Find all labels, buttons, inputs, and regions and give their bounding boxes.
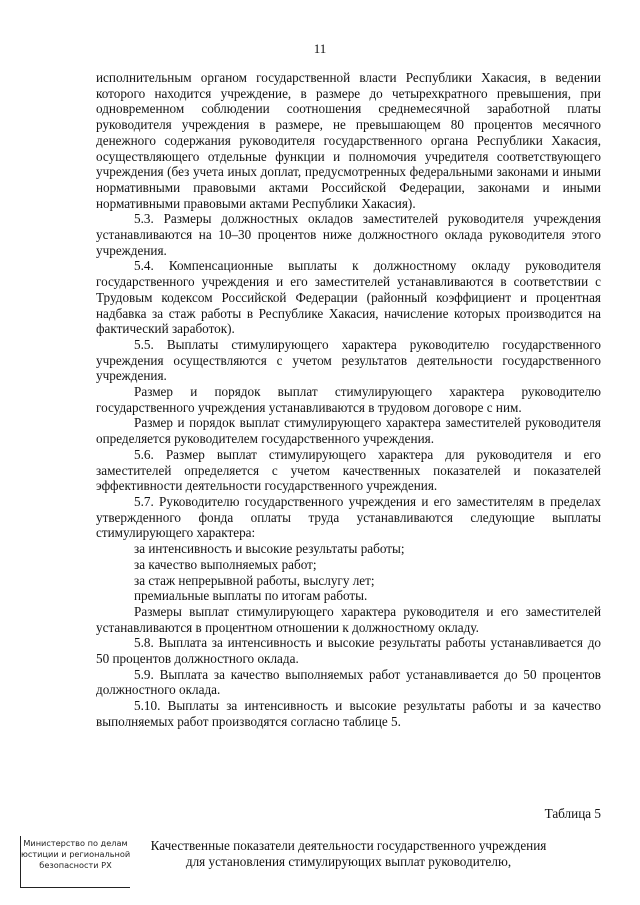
paragraph-5-9: 5.9. Выплата за качество выполняемых работ устанавливается до 50 процентов должностного оклада. <box>96 666 601 698</box>
body-text <box>96 70 601 730</box>
paragraph-5-5-size-head: Размер и порядок выплат стимулирующего характера руководителю государственного учреждения устанавливаются в трудовом договоре с ним. <box>96 384 601 415</box>
paragraph-5-4: 5.4. Компенсационные выплаты к должностному окладу руководителя государственного учреждения и его заместителей устанавливаются в соответствии с Трудовым кодексом Российской Федерации (районный коэффициент и процентная надбавка за стаж работы в Республике Хакасия, начисление которых производится на фактический заработок). <box>96 258 601 337</box>
paragraph-5-3: 5.3. Размеры должностных окладов заместителей руководителя учреждения устанавливаются на 10–30 процентов ниже должностного оклада руководителя этого учреждения. <box>96 211 601 258</box>
paragraph-5-5-size-deputies: Размер и порядок выплат стимулирующего характера заместителей руководителя определяется руководителем государственного учреждения. <box>96 415 601 447</box>
ministry-stamp <box>20 836 130 888</box>
paragraph-5-10: 5.10. Выплаты за интенсивность и высокие результаты работы и за качество выполняемых работ производятся согласно таблице 5. <box>96 698 601 729</box>
stamp-line-3: безопасности РХ <box>39 860 112 870</box>
paragraph-5-5: 5.5. Выплаты стимулирующего характера руководителю государственного учреждения осуществляются с учетом результатов деятельности государственного учреждения. <box>96 336 601 384</box>
list-item-seniority: за стаж непрерывной работы, выслугу лет; <box>134 572 375 588</box>
table-caption-line-1: Качественные показатели деятельности государственного учреждения <box>150 838 547 853</box>
list-item-bonus: премиальные выплаты по итогам работы. <box>134 588 368 604</box>
table-label: Таблица 5 <box>544 806 601 821</box>
paragraph-1: исполнительным органом государственной власти Республики Хакасия, в ведении которого находится учреждение, в размере до четырехкратного превышения, при одновременном соблюдении соотношения среднемесячной заработной платы руководителя учреждения в размере, не превышающем 80 процентов месячного денежного содержания руководителя государственного органа Республики Хакасия, осуществляющего отдельные функции и полномочия учредителя соответствующего учреждения (без учета иных доплат, предусмотренных федеральными законами и иными нормативными правовыми актами Российской Федерации, законами и иными нормативными правовыми актами Республики Хакасия). <box>96 70 601 211</box>
paragraph-5-7: 5.7. Руководителю государственного учреждения и его заместителям в пределах утвержденного фонда оплаты труда устанавливаются следующие выплаты стимулирующего характера: <box>96 493 601 541</box>
list-item-quality: за качество выполняемых работ; <box>134 556 317 572</box>
paragraph-5-8: 5.8. Выплата за интенсивность и высокие результаты работы устанавливается до 50 процентов должностного оклада. <box>96 635 601 667</box>
page-number: 11 <box>313 41 327 56</box>
table-caption <box>96 838 601 870</box>
paragraph-5-7-amounts: Размеры выплат стимулирующего характера руководителя и его заместителей устанавливаются в процентном отношении к должностному окладу. <box>96 603 601 635</box>
list-item-intensity: за интенсивность и высокие результаты работы; <box>134 541 405 557</box>
table-caption-line-2: для установления стимулирующих выплат руководителю, <box>185 854 512 869</box>
stamp-line-2: юстиции и региональной <box>21 849 131 859</box>
stamp-line-1: Министерство по делам <box>23 838 128 848</box>
paragraph-5-6: 5.6. Размер выплат стимулирующего характера для руководителя и его заместителей определяется с учетом качественных показателей и показателей эффективности деятельности государственного учреждения. <box>96 446 601 494</box>
